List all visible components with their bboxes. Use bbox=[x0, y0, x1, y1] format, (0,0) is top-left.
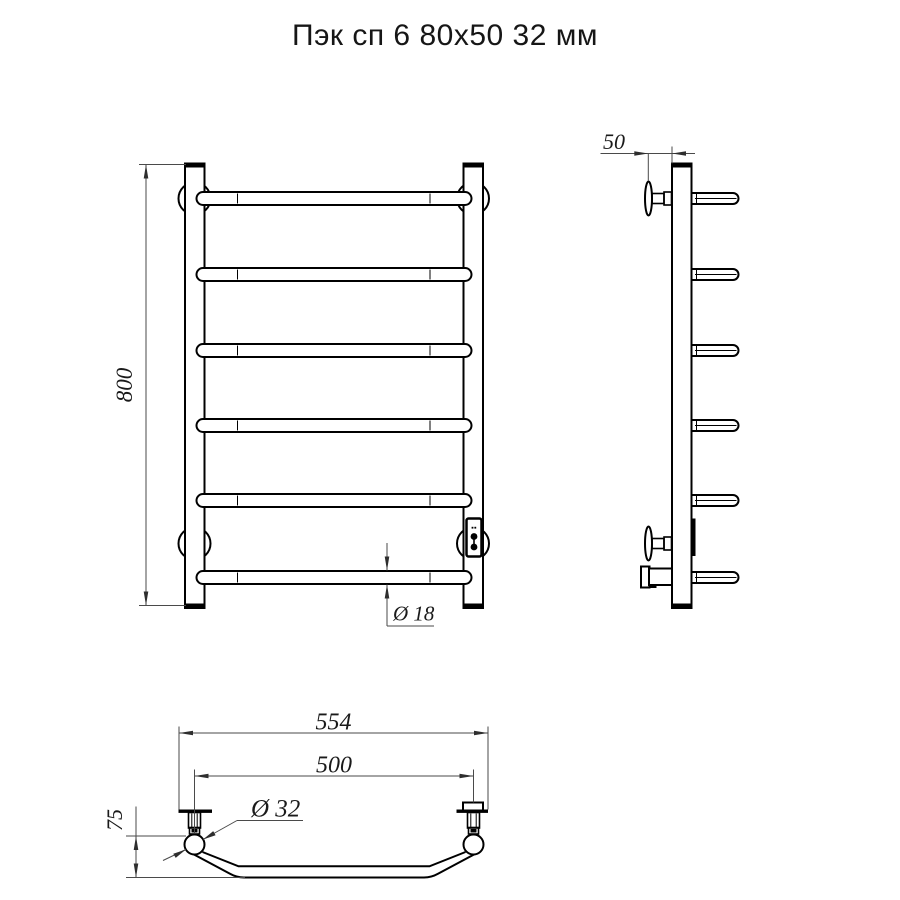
left-post-bottom-cap bbox=[186, 604, 205, 609]
power-switch-box bbox=[467, 519, 482, 557]
side-rung bbox=[692, 495, 739, 506]
bottom-bracket-right bbox=[457, 803, 489, 835]
front-view bbox=[179, 163, 490, 608]
rung bbox=[197, 192, 472, 205]
drawing-title: Пэк сп 6 80x50 32 мм bbox=[292, 19, 598, 52]
power-switch-box-edge bbox=[692, 519, 696, 557]
side-post-bottom-cap bbox=[673, 604, 692, 609]
dim-corner-diameter bbox=[163, 796, 303, 861]
side-rung bbox=[692, 572, 739, 583]
corner-ball-right bbox=[464, 835, 484, 855]
rung bbox=[197, 419, 472, 432]
dim-label-rail-width: 500 bbox=[316, 752, 352, 779]
bottom-view bbox=[179, 803, 489, 878]
collector-tube-inner bbox=[203, 852, 466, 866]
right-post-top-cap bbox=[464, 163, 483, 168]
heating-element-housing bbox=[641, 567, 673, 589]
side-wall-bracket-bottom bbox=[645, 527, 672, 561]
dim-label-wall-depth: 75 bbox=[102, 809, 127, 831]
rung bbox=[197, 571, 472, 584]
dim-height-800 bbox=[112, 165, 186, 606]
side-wall-bracket-top bbox=[645, 182, 672, 216]
side-rung bbox=[692, 345, 739, 356]
rung bbox=[197, 344, 472, 357]
side-post bbox=[672, 164, 692, 609]
dim-label-corner-diameter: Ø 32 bbox=[251, 795, 301, 823]
dim-label-wall-offset: 50 bbox=[603, 129, 625, 154]
dim-label-overall-width: 554 bbox=[315, 709, 352, 736]
bottom-bracket-left bbox=[179, 810, 213, 835]
rung bbox=[197, 494, 472, 507]
side-rung bbox=[692, 420, 739, 431]
dim-label-height: 800 bbox=[112, 367, 137, 403]
side-rung bbox=[692, 269, 739, 280]
left-post-top-cap bbox=[186, 163, 205, 168]
corner-ball-left bbox=[185, 835, 205, 855]
side-view bbox=[641, 163, 739, 609]
side-post-top-cap bbox=[673, 163, 692, 168]
rung bbox=[197, 268, 472, 281]
dim-wall-depth-75 bbox=[102, 807, 245, 878]
side-rung bbox=[692, 193, 739, 204]
right-post-bottom-cap bbox=[464, 604, 483, 609]
dim-label-rung-diameter: Ø 18 bbox=[393, 601, 435, 626]
left-post bbox=[185, 164, 205, 609]
